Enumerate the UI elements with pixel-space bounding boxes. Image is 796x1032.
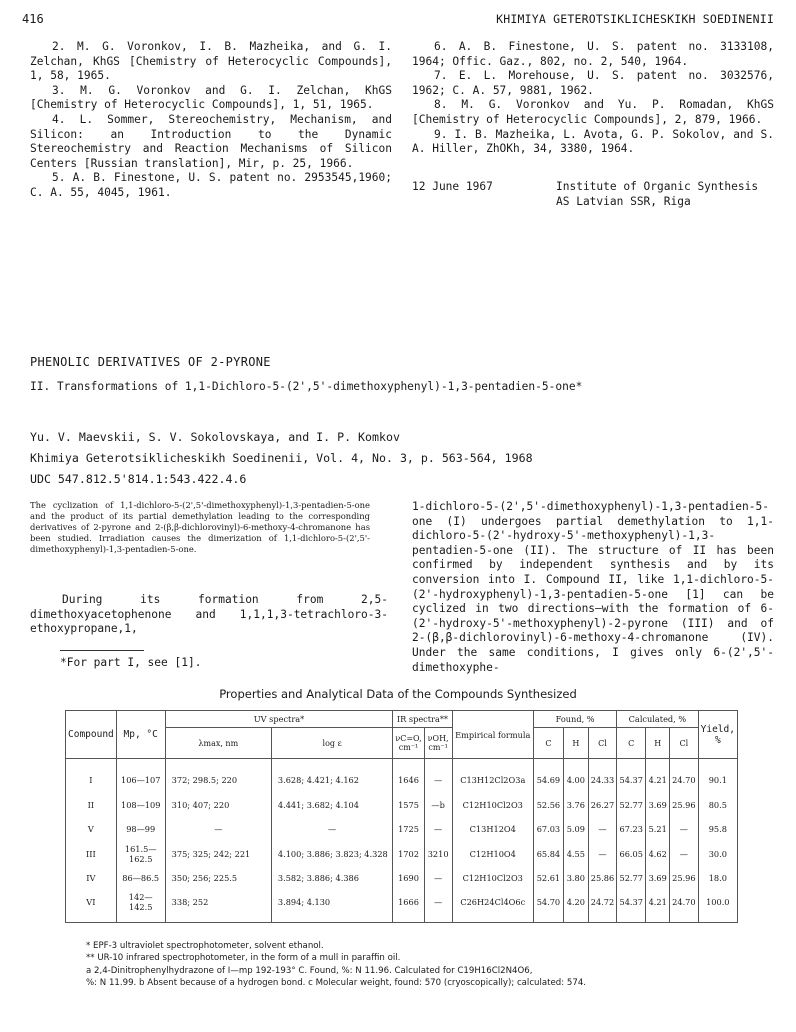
article-subtitle: II. Transformations of 1,1-Dichloro-5-(2',5'-dimethoxyphenyl)-1,3-pentadien-5-one*	[30, 380, 583, 393]
cell-found-h: 4.55	[563, 842, 588, 867]
cell-yield: 95.8	[698, 817, 737, 842]
cell-calc-h: 3.69	[646, 866, 670, 891]
cell-compound: II	[66, 793, 117, 818]
cell-compound: VI	[66, 891, 117, 923]
cell-calc-h: 4.62	[646, 842, 670, 867]
header-compound: Compound	[66, 711, 117, 759]
header-calc-cl: Cl	[670, 728, 698, 759]
cell-mp: 108—109	[116, 793, 165, 818]
cell-mp: 98—99	[116, 817, 165, 842]
header-log-eps: log ε	[271, 728, 392, 759]
footnote: *For part I, see [1].	[60, 656, 202, 669]
cell-nu-oh: 3210	[424, 842, 452, 867]
header-lambda: λmax, nm	[165, 728, 271, 759]
header-calc-c: C	[617, 728, 646, 759]
submission-date: 12 June 1967	[412, 180, 493, 193]
journal-citation: Khimiya Geterotsiklicheskikh Soedinenii, Vol. 4, No. 3, p. 563-564, 1968	[30, 451, 533, 465]
footnote-divider	[60, 650, 144, 651]
header-found: Found, %	[533, 711, 616, 728]
cell-compound: V	[66, 817, 117, 842]
cell-calc-h: 4.21	[646, 759, 670, 793]
cell-compound: IV	[66, 866, 117, 891]
header-mp: Mp, °C	[116, 711, 165, 759]
cell-yield: 80.5	[698, 793, 737, 818]
reference-item: 3. M. G. Voronkov and G. I. Zelchan, KhGS [Chemistry of Heterocyclic Compounds], 1, 51, 1965.	[30, 83, 392, 112]
table-notes	[86, 940, 746, 990]
cell-calc-c: 52.77	[617, 866, 646, 891]
cell-formula: C12H10O4	[452, 842, 533, 867]
reference-item: 2. M. G. Voronkov, I. B. Mazheika, and G. I. Zelchan, KhGS [Chemistry of Heterocyclic Compounds], 1, 58, 1965.	[30, 40, 392, 83]
cell-calc-cl: 24.70	[670, 891, 698, 923]
cell-calc-cl: 24.70	[670, 759, 698, 793]
cell-calc-h: 4.21	[646, 891, 670, 923]
cell-found-h: 4.00	[563, 759, 588, 793]
table-row	[66, 842, 738, 867]
cell-log-eps: 3.628; 4.421; 4.162	[271, 759, 392, 793]
cell-lambda: 375; 325; 242; 221	[165, 842, 271, 867]
table-row	[66, 759, 738, 793]
cell-compound: I	[66, 759, 117, 793]
cell-formula: C12H10Cl2O3	[452, 866, 533, 891]
institute-line: AS Latvian SSR, Riga	[556, 194, 691, 208]
cell-nu-co: 1702	[393, 842, 424, 867]
table-row	[66, 891, 738, 923]
table-note: a 2,4-Dinitrophenylhydrazone of I—mp 192-193° C. Found, %: N 11.96. Calculated for C19H16Cl2N4O6,	[86, 965, 533, 976]
header-ir: IR spectra**	[393, 711, 452, 728]
header-uv: UV spectra*	[165, 711, 393, 728]
cell-mp: 86—86.5	[116, 866, 165, 891]
table-note: ** UR-10 infrared spectrophotometer, in the form of a mull in paraffin oil.	[86, 953, 401, 964]
cell-lambda: —	[165, 817, 271, 842]
cell-nu-co: 1725	[393, 817, 424, 842]
cell-yield: 90.1	[698, 759, 737, 793]
cell-lambda: 350; 256; 225.5	[165, 866, 271, 891]
cell-found-c: 52.56	[533, 793, 563, 818]
body-text-right: 1-dichloro-5-(2',5'-dimethoxyphenyl)-1,3-pentadien-5-one (I) undergoes partial demethylation to 1,1-dichloro-5-(2'-hydroxy-5'-methoxyphenyl)-1,3-pentadien-5-one (II). The structure of II has been confirmed by independent synthesis and by its conversion into I. Compound II, like 1,1-dichloro-5-(2'-hydroxyphenyl)-1,3-pentadien-5-one [1] can be cyclized in two directions—with the formation of 6-(2'-hydroxy-5'-methoxyphenyl)-2-pyrone (III) and of 2-(β,β-dichlorovinyl)-6-methoxy-4-chromanone (IV). Under the same conditions, I gives only 6-(2',5'-dimethoxyphe-	[412, 500, 774, 674]
cell-nu-co: 1646	[393, 759, 424, 793]
header-yield: Yield, %	[698, 711, 737, 759]
cell-log-eps: 4.100; 3.886; 3.823; 4.328	[271, 842, 392, 867]
cell-calc-h: 5.21	[646, 817, 670, 842]
cell-found-h: 3.80	[563, 866, 588, 891]
cell-found-cl: —	[588, 842, 616, 867]
cell-nu-co: 1690	[393, 866, 424, 891]
cell-calc-c: 67.23	[617, 817, 646, 842]
cell-found-cl: —	[588, 817, 616, 842]
cell-calc-c: 54.37	[617, 891, 646, 923]
cell-lambda: 372; 298.5; 220	[165, 759, 271, 793]
header-found-h: H	[563, 728, 588, 759]
institute-signature	[556, 180, 758, 209]
cell-log-eps: 3.582; 3.886; 4.386	[271, 866, 392, 891]
cell-nu-co: 1575	[393, 793, 424, 818]
cell-found-cl: 26.27	[588, 793, 616, 818]
table-row	[66, 817, 738, 842]
cell-mp: 161.5—162.5	[116, 842, 165, 867]
article-authors: Yu. V. Maevskii, S. V. Sokolovskaya, and I. P. Komkov	[30, 430, 400, 444]
cell-nu-oh: —	[424, 759, 452, 793]
cell-found-h: 5.09	[563, 817, 588, 842]
table-note: * EPF-3 ultraviolet spectrophotometer, solvent ethanol.	[86, 941, 324, 951]
reference-item: 9. I. B. Mazheika, L. Avota, G. P. Sokolov, and S. A. Hiller, ZhOKh, 34, 3380, 1964.	[412, 127, 774, 156]
cell-lambda: 310; 407; 220	[165, 793, 271, 818]
cell-formula: C13H12Cl2O3a	[452, 759, 533, 793]
table-row	[66, 866, 738, 891]
cell-found-h: 3.76	[563, 793, 588, 818]
cell-found-c: 54.70	[533, 891, 563, 923]
cell-nu-oh: —	[424, 866, 452, 891]
cell-calc-h: 3.69	[646, 793, 670, 818]
reference-item: 5. A. B. Finestone, U. S. patent no. 2953545,1960; C. A. 55, 4045, 1961.	[30, 171, 392, 199]
article-title: PHENOLIC DERIVATIVES OF 2-PYRONE	[30, 355, 271, 369]
table-row	[66, 793, 738, 818]
cell-yield: 30.0	[698, 842, 737, 867]
cell-yield: 100.0	[698, 891, 737, 923]
cell-nu-oh: —	[424, 891, 452, 923]
cell-calc-cl: 25.96	[670, 866, 698, 891]
udc-code: UDC 547.812.5'814.1:543.422.4.6	[30, 472, 247, 486]
cell-lambda: 338; 252	[165, 891, 271, 923]
cell-found-cl: 25.86	[588, 866, 616, 891]
header-formula: Empirical formula	[452, 711, 533, 759]
table-caption: Properties and Analytical Data of the Compounds Synthesized	[219, 687, 577, 701]
cell-mp: 106—107	[116, 759, 165, 793]
running-head: KHIMIYA GETEROTSIKLICHESKIKH SOEDINENII	[496, 12, 774, 26]
cell-found-cl: 24.72	[588, 891, 616, 923]
header-found-c: C	[533, 728, 563, 759]
cell-calc-cl: —	[670, 842, 698, 867]
reference-item: 8. M. G. Voronkov and Yu. P. Romadan, KhGS [Chemistry of Heterocyclic Compounds], 2, 879, 1966.	[412, 98, 774, 126]
cell-mp: 142—142.5	[116, 891, 165, 923]
cell-calc-c: 52.77	[617, 793, 646, 818]
cell-found-c: 54.69	[533, 759, 563, 793]
reference-item: 6. A. B. Finestone, U. S. patent no. 3133108, 1964; Offic. Gaz., 802, no. 2, 540, 1964.	[412, 40, 774, 68]
cell-nu-co: 1666	[393, 891, 424, 923]
table-note: %: N 11.99. b Absent because of a hydrogen bond. c Molecular weight, found: 570 (cryoscopically); calculated: 574.	[86, 978, 587, 989]
header-calc-h: H	[646, 728, 670, 759]
cell-nu-oh: —	[424, 817, 452, 842]
cell-nu-oh: —b	[424, 793, 452, 818]
cell-calc-c: 66.05	[617, 842, 646, 867]
cell-found-c: 52.61	[533, 866, 563, 891]
reference-item: 4. L. Sommer, Stereochemistry, Mechanism, and Silicon: an Introduction to the Dynamic Stereochemistry and Reaction Mechanisms of Silicon Centers [Russian translation], Mir, p. 25, 1966.	[30, 112, 392, 170]
header-nu-co: νC=O, cm⁻¹	[393, 728, 424, 759]
page-number: 416	[22, 12, 44, 26]
cell-calc-cl: —	[670, 817, 698, 842]
cell-found-c: 67.03	[533, 817, 563, 842]
reference-item: 7. E. L. Morehouse, U. S. patent no. 3032576, 1962; C. A. 57, 9881, 1962.	[412, 69, 774, 97]
cell-calc-cl: 25.96	[670, 793, 698, 818]
cell-yield: 18.0	[698, 866, 737, 891]
header-calculated: Calculated, %	[617, 711, 698, 728]
body-text-left: During its formation from 2,5-dimethoxyacetophenone and 1,1,1,3-tetrachloro-3-ethoxypropane,1,	[30, 593, 388, 636]
references-left	[30, 40, 392, 201]
cell-formula: C12H10Cl2O3	[452, 793, 533, 818]
cell-formula: C26H24Cl4O6c	[452, 891, 533, 923]
institute-line: Institute of Organic Synthesis	[556, 180, 759, 193]
cell-formula: C13H12O4	[452, 817, 533, 842]
references-right	[412, 40, 774, 157]
cell-calc-c: 54.37	[617, 759, 646, 793]
abstract: The cyclization of 1,1-dichloro-5-(2',5'-dimethoxyphenyl)-1,3-pentadien-5-one and the product of its partial demethylation leading to the corresponding derivatives of 2-pyrone and 2-(β,β-dichlorovinyl)-6-methoxy-4-chromanone has been studied. Irradiation causes the dimerization of 1,1-dichloro-5-(2',5'-dimethoxyphenyl)-1,3-pentadien-5-one.	[30, 500, 370, 555]
cell-log-eps: 4.441; 3.682; 4.104	[271, 793, 392, 818]
header-nu-oh: νOH, cm⁻¹	[424, 728, 452, 759]
properties-table	[65, 710, 738, 923]
cell-found-cl: 24.33	[588, 759, 616, 793]
cell-found-h: 4.20	[563, 891, 588, 923]
cell-log-eps: —	[271, 817, 392, 842]
cell-found-c: 65.84	[533, 842, 563, 867]
cell-log-eps: 3.894; 4.130	[271, 891, 392, 923]
cell-compound: III	[66, 842, 117, 867]
header-found-cl: Cl	[588, 728, 616, 759]
